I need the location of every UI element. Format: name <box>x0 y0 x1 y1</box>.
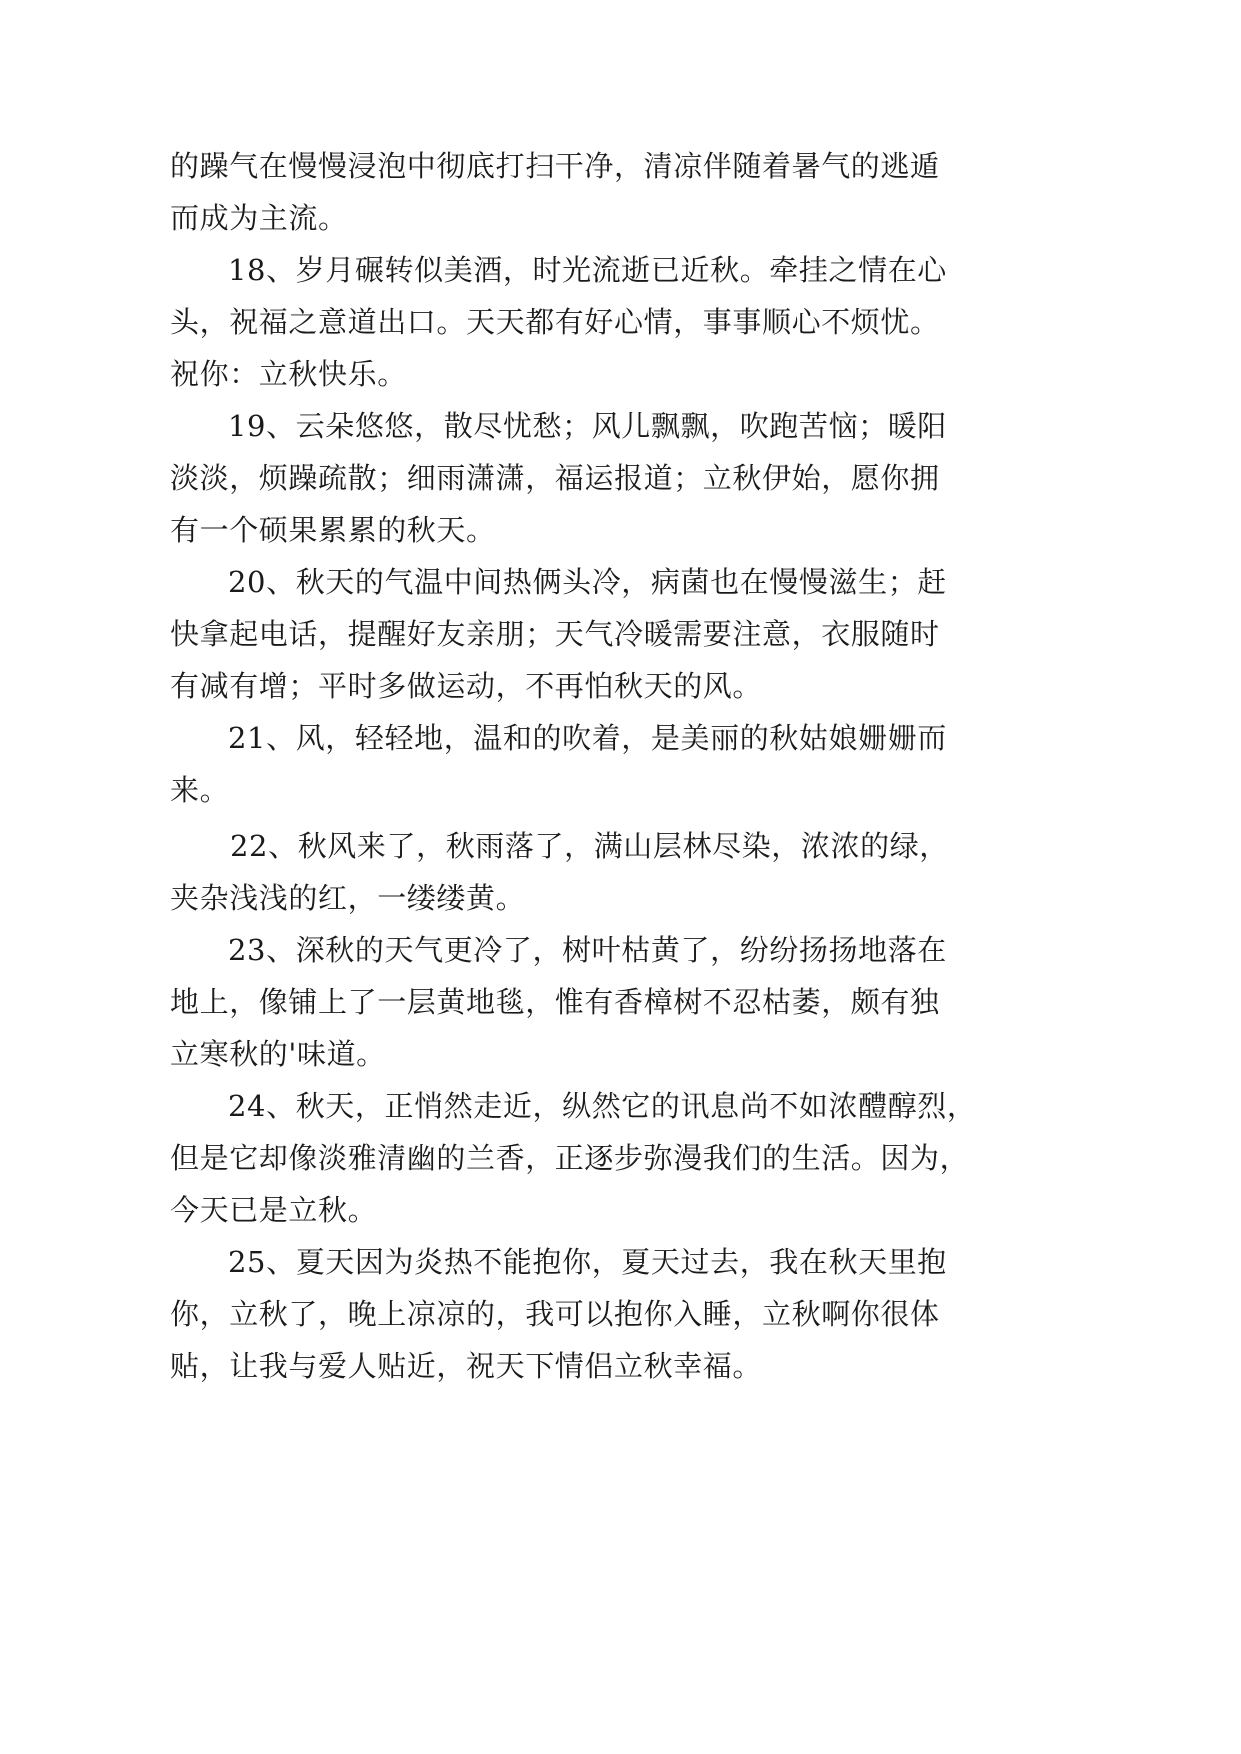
text-line: 有减有增；平时多做运动，不再怕秋天的风。 <box>170 669 763 703</box>
text-line: 20、秋天的气温中间热俩头冷，病菌也在慢慢滋生；赶 <box>228 565 947 599</box>
text-line: 23、深秋的天气更冷了，树叶枯黄了，纷纷扬扬地落在 <box>228 933 947 967</box>
text-line: 头，祝福之意道出口。天天都有好心情，事事顺心不烦忧。 <box>170 305 940 339</box>
text-line: 祝你：立秋快乐。 <box>170 357 407 391</box>
text-line: 快拿起电话，提醒好友亲朋；天气冷暖需要注意，衣服随时 <box>170 617 940 651</box>
text-line: 立寒秋的'味道。 <box>170 1037 386 1071</box>
text-line: 有一个硕果累累的秋天。 <box>170 513 496 547</box>
text-line: 今天已是立秋。 <box>170 1193 378 1227</box>
text-line: 但是它却像淡雅清幽的兰香，正逐步弥漫我们的生活。因为， <box>170 1141 970 1175</box>
text-line: 18、岁月碾转似美酒，时光流逝已近秋。牵挂之情在心 <box>228 253 947 287</box>
text-line: 地上，像铺上了一层黄地毯，惟有香樟树不忍枯萎，颇有独 <box>170 985 940 1019</box>
text-line: 你，立秋了，晚上凉凉的，我可以抱你入睡，立秋啊你很体 <box>170 1297 940 1331</box>
text-line: 的躁气在慢慢浸泡中彻底打扫干净，清凉伴随着暑气的逃遁 <box>170 149 940 183</box>
text-line: 贴，让我与爱人贴近，祝天下情侣立秋幸福。 <box>170 1349 763 1383</box>
text-line: 而成为主流。 <box>170 201 348 235</box>
text-line: 21、风，轻轻地，温和的吹着，是美丽的秋姑娘姗姗而 <box>228 721 947 755</box>
text-line: 24、秋天，正悄然走近，纵然它的讯息尚不如浓醴醇烈， <box>228 1089 977 1123</box>
text-line: 25、夏天因为炎热不能抱你，夏天过去，我在秋天里抱 <box>228 1245 947 1279</box>
text-line: 夹杂浅浅的红，一缕缕黄。 <box>170 881 526 915</box>
text-line: 来。 <box>170 773 230 807</box>
text-line: 淡淡，烦躁疏散；细雨潇潇，福运报道；立秋伊始，愿你拥 <box>170 461 940 495</box>
text-line: 22、秋风来了，秋雨落了，满山层林尽染，浓浓的绿， <box>230 829 949 863</box>
text-line: 19、云朵悠悠，散尽忧愁；风儿飘飘，吹跑苦恼；暖阳 <box>228 409 947 443</box>
